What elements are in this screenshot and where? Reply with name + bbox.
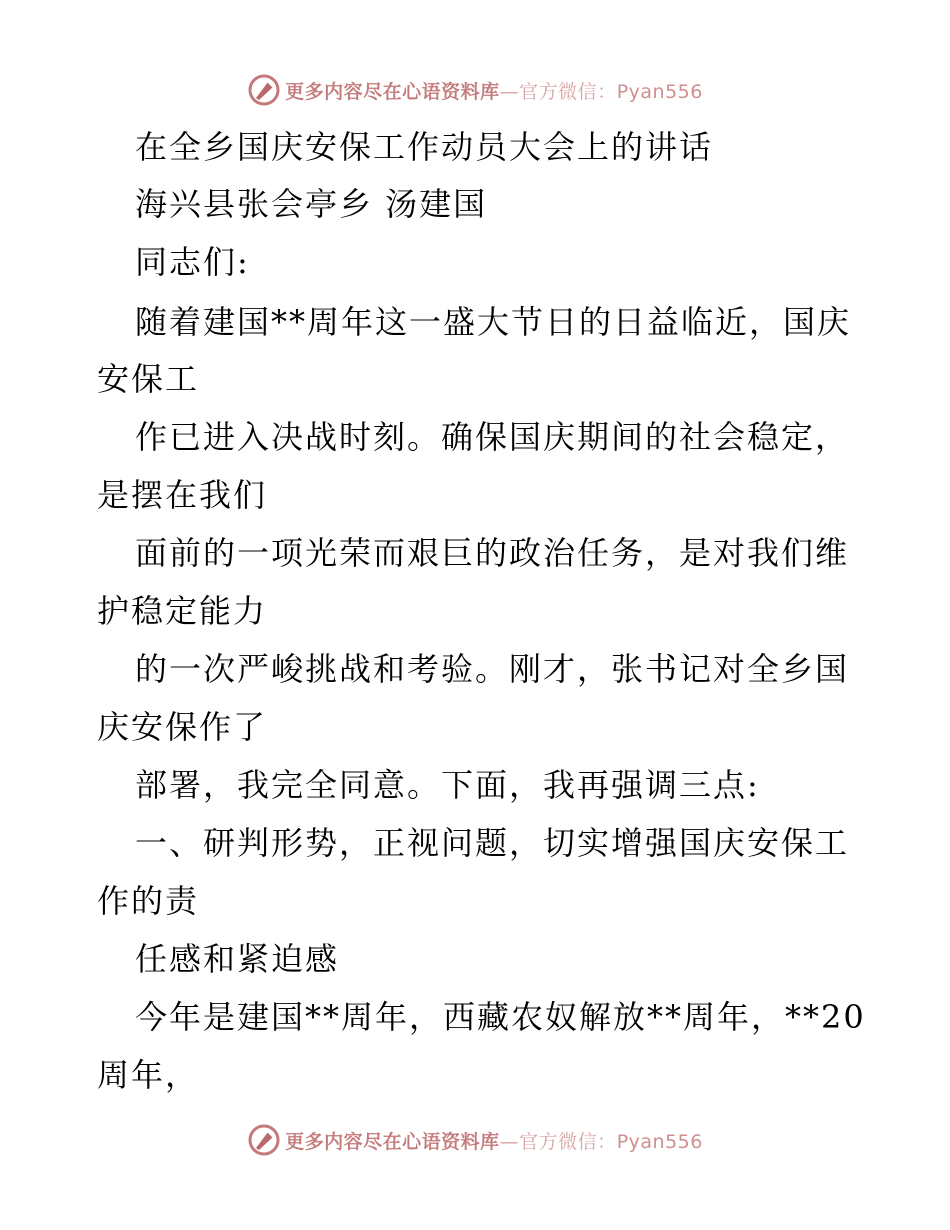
paragraph-line: 安保工: [97, 360, 200, 398]
paragraph-line: 护稳定能力: [97, 592, 268, 630]
watermark-dash: —: [499, 1130, 520, 1153]
watermark-main: 更多内容尽在心语资料库: [285, 80, 500, 103]
paragraph-line: 随着建国**周年这一盛大节日的日益临近，国庆: [135, 303, 852, 341]
paragraph-line: 作已进入决战时刻。确保国庆期间的社会稳定，: [135, 418, 850, 456]
watermark-sub: 官方微信：: [519, 80, 617, 103]
section-heading-line: 作的责: [97, 882, 200, 920]
pen-nib-circle-icon: [247, 73, 281, 107]
paragraph-line: 的一次严峻挑战和考验。刚才，张书记对全乡国: [135, 650, 850, 688]
watermark-text: [285, 77, 703, 104]
paragraph-line: 庆安保作了: [97, 708, 268, 746]
paragraph-line: 是摆在我们: [97, 476, 268, 514]
watermark-footer: [0, 1120, 950, 1160]
document-salutation: 同志们:: [135, 243, 250, 281]
section-heading-line: 任感和紧迫感: [135, 940, 340, 978]
watermark-main: 更多内容尽在心语资料库: [285, 1130, 500, 1153]
document-title: 在全乡国庆安保工作动员大会上的讲话: [135, 128, 714, 166]
watermark-dash: —: [499, 80, 520, 103]
paragraph-line: 部署，我完全同意。下面，我再强调三点:: [135, 766, 760, 804]
section-heading-line: 一、研判形势，正视问题，切实增强国庆安保工: [135, 824, 850, 862]
watermark-id: Pyan556: [616, 80, 703, 103]
paragraph-line: 今年是建国**周年，西藏农奴解放**周年，**20: [135, 998, 866, 1036]
document-author: 海兴县张会亭乡 汤建国: [135, 185, 488, 223]
watermark-text: [285, 1127, 703, 1154]
pen-nib-circle-icon: [247, 1123, 281, 1157]
paragraph-line: 面前的一项光荣而艰巨的政治任务，是对我们维: [135, 534, 850, 572]
watermark-sub: 官方微信：: [519, 1130, 617, 1153]
paragraph-line: 周年，: [97, 1056, 200, 1094]
watermark-header: [0, 70, 950, 110]
watermark-id: Pyan556: [616, 1130, 703, 1153]
